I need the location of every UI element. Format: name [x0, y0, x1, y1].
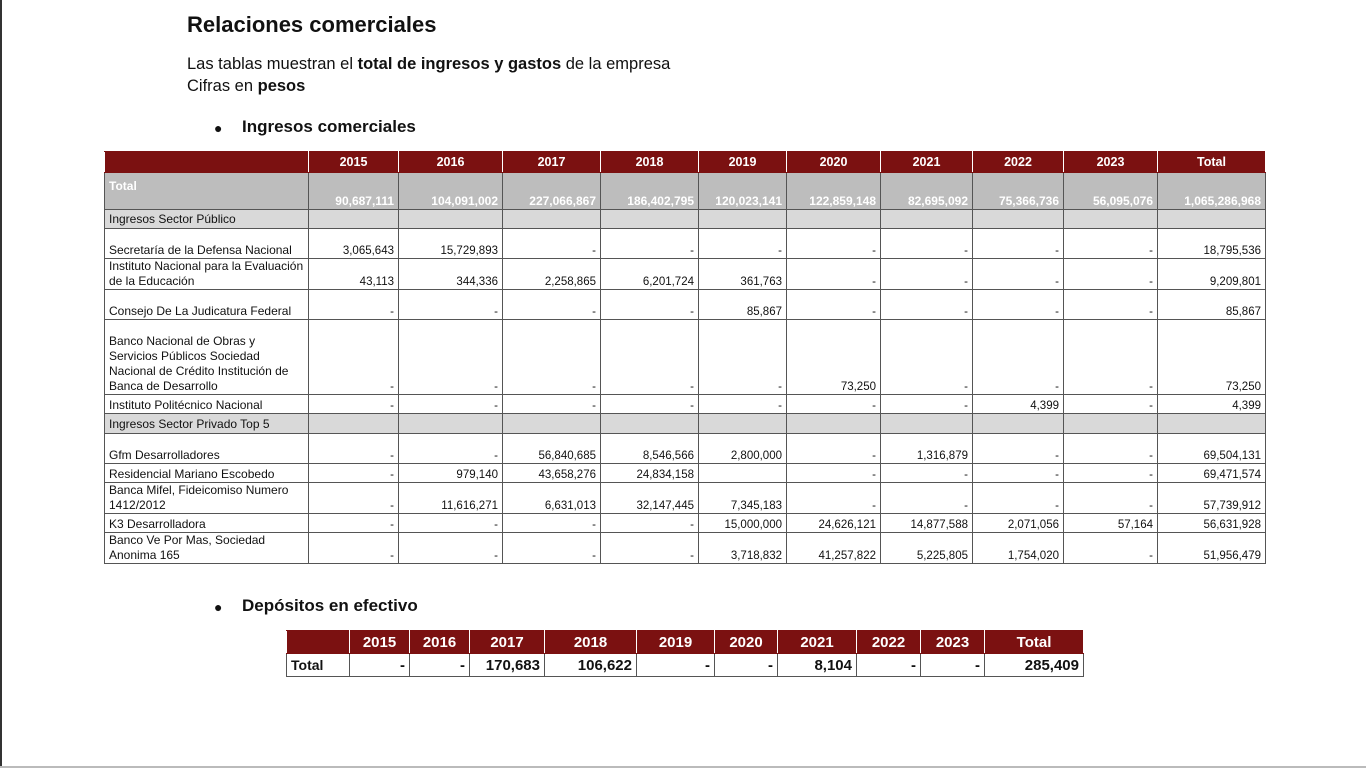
table-row: [105, 290, 1266, 320]
section-empty-cell: [1064, 210, 1158, 229]
bullet-icon: ●: [214, 119, 223, 136]
row-value: -: [309, 290, 399, 320]
table-row: [105, 320, 1266, 395]
total-label: Total: [287, 654, 350, 677]
row-value: 57,164: [1064, 514, 1158, 533]
row-value: -: [881, 229, 973, 259]
row-value: 85,867: [1158, 290, 1266, 320]
row-value: 15,729,893: [399, 229, 503, 259]
row-value: 9,209,801: [1158, 259, 1266, 290]
header-cell-2016: 2016: [410, 631, 470, 654]
intro-line-2: [187, 75, 670, 97]
row-value: -: [787, 483, 881, 514]
total-value: 227,066,867: [503, 173, 601, 210]
row-value: 2,800,000: [699, 434, 787, 464]
header-cell-2023: 2023: [921, 631, 985, 654]
row-value: 4,399: [1158, 395, 1266, 414]
page-left-border: [0, 0, 2, 768]
row-value: 24,626,121: [787, 514, 881, 533]
row-name: Secretaría de la Defensa Nacional: [105, 229, 309, 259]
header-cell-2021: 2021: [778, 631, 857, 654]
depositos-heading: [214, 596, 418, 616]
depositos-header-row: [287, 631, 1084, 654]
intro-line-1: [187, 53, 670, 75]
row-value: -: [973, 464, 1064, 483]
table-row: [105, 259, 1266, 290]
section-row: [105, 414, 1266, 434]
row-value: -: [309, 483, 399, 514]
row-value: 344,336: [399, 259, 503, 290]
section-empty-cell: [309, 210, 399, 229]
row-value: -: [881, 483, 973, 514]
total-value: 186,402,795: [601, 173, 699, 210]
row-name: Gfm Desarrolladores: [105, 434, 309, 464]
row-value: -: [503, 320, 601, 395]
row-value: 18,795,536: [1158, 229, 1266, 259]
row-name: Banco Ve Por Mas, Sociedad Anonima 165: [105, 533, 309, 564]
ingresos-heading-text: Ingresos comerciales: [242, 117, 416, 136]
section-empty-cell: [601, 210, 699, 229]
total-value: -: [410, 654, 470, 677]
total-value: 90,687,111: [309, 173, 399, 210]
row-value: 4,399: [973, 395, 1064, 414]
row-value: 43,113: [309, 259, 399, 290]
row-value: -: [973, 259, 1064, 290]
table-row: [105, 533, 1266, 564]
total-value: -: [715, 654, 778, 677]
total-value: 8,104: [778, 654, 857, 677]
total-value: -: [350, 654, 410, 677]
row-value: -: [503, 514, 601, 533]
total-value: 1,065,286,968: [1158, 173, 1266, 210]
header-cell-2022: 2022: [973, 152, 1064, 173]
row-value: 2,071,056: [973, 514, 1064, 533]
total-value: 56,095,076: [1064, 173, 1158, 210]
header-cell-2022: 2022: [857, 631, 921, 654]
row-value: [699, 464, 787, 483]
row-value: -: [881, 395, 973, 414]
row-value: -: [881, 320, 973, 395]
row-name: Instituto Nacional para la Evaluación de la Educación: [105, 259, 309, 290]
total-value: 82,695,092: [881, 173, 973, 210]
row-value: -: [1064, 259, 1158, 290]
total-value: 104,091,002: [399, 173, 503, 210]
header-cell-2018: 2018: [601, 152, 699, 173]
ingresos-header-row: [105, 152, 1266, 173]
row-value: -: [787, 259, 881, 290]
table-row: [105, 434, 1266, 464]
row-value: -: [399, 533, 503, 564]
intro-line-2-pre: Cifras en: [187, 77, 258, 95]
row-value: 57,739,912: [1158, 483, 1266, 514]
section-empty-cell: [601, 414, 699, 434]
row-value: 6,201,724: [601, 259, 699, 290]
row-value: -: [699, 229, 787, 259]
row-value: 2,258,865: [503, 259, 601, 290]
intro-line-2-bold: pesos: [257, 77, 306, 95]
row-value: 41,257,822: [787, 533, 881, 564]
row-value: 85,867: [699, 290, 787, 320]
row-value: -: [309, 395, 399, 414]
intro-line-1-bold: total de ingresos y gastos: [357, 55, 562, 73]
depositos-table: [286, 630, 1084, 677]
row-value: 56,840,685: [503, 434, 601, 464]
header-cell-2019: 2019: [637, 631, 715, 654]
header-cell-2020: 2020: [715, 631, 778, 654]
section-label: Ingresos Sector Privado Top 5: [105, 414, 309, 434]
row-value: -: [787, 229, 881, 259]
section-empty-cell: [881, 414, 973, 434]
row-value: -: [309, 464, 399, 483]
total-value: 120,023,141: [699, 173, 787, 210]
section-empty-cell: [973, 210, 1064, 229]
total-value: 106,622: [545, 654, 637, 677]
section-empty-cell: [1064, 414, 1158, 434]
row-value: 24,834,158: [601, 464, 699, 483]
row-value: -: [973, 434, 1064, 464]
row-value: -: [1064, 395, 1158, 414]
section-empty-cell: [973, 414, 1064, 434]
row-value: -: [399, 320, 503, 395]
total-value: 285,409: [985, 654, 1084, 677]
row-value: -: [309, 514, 399, 533]
table-row: [105, 483, 1266, 514]
row-value: 32,147,445: [601, 483, 699, 514]
row-value: 69,471,574: [1158, 464, 1266, 483]
header-cell-2015: 2015: [350, 631, 410, 654]
intro-line-1-post: de la empresa: [561, 55, 671, 73]
row-value: 3,065,643: [309, 229, 399, 259]
section-label: Ingresos Sector Público: [105, 210, 309, 229]
row-value: -: [787, 395, 881, 414]
row-value: -: [601, 514, 699, 533]
depositos-total-row: [287, 654, 1084, 677]
section-empty-cell: [399, 414, 503, 434]
row-value: -: [1064, 464, 1158, 483]
row-value: -: [399, 514, 503, 533]
row-value: -: [1064, 229, 1158, 259]
row-name: K3 Desarrolladora: [105, 514, 309, 533]
row-value: -: [1064, 320, 1158, 395]
row-name: Instituto Politécnico Nacional: [105, 395, 309, 414]
row-value: 73,250: [787, 320, 881, 395]
section-empty-cell: [881, 210, 973, 229]
page-title: Relaciones comerciales: [187, 12, 437, 37]
row-value: -: [399, 395, 503, 414]
row-name: Banca Mifel, Fideicomiso Numero 1412/2012: [105, 483, 309, 514]
row-value: -: [699, 320, 787, 395]
row-value: -: [503, 229, 601, 259]
row-value: -: [1064, 434, 1158, 464]
total-value: -: [637, 654, 715, 677]
row-value: -: [1064, 290, 1158, 320]
total-value: 170,683: [470, 654, 545, 677]
row-value: 5,225,805: [881, 533, 973, 564]
header-cell-total: Total: [985, 631, 1084, 654]
row-value: -: [787, 464, 881, 483]
row-value: -: [503, 533, 601, 564]
depositos-heading-text: Depósitos en efectivo: [242, 596, 418, 615]
ingresos-table: [104, 151, 1266, 564]
table-row: [105, 514, 1266, 533]
row-value: 69,504,131: [1158, 434, 1266, 464]
row-name: Consejo De La Judicatura Federal: [105, 290, 309, 320]
row-value: 361,763: [699, 259, 787, 290]
section-empty-cell: [503, 414, 601, 434]
row-value: 11,616,271: [399, 483, 503, 514]
row-value: 43,658,276: [503, 464, 601, 483]
header-cell-blank: [105, 152, 309, 173]
row-value: -: [503, 395, 601, 414]
section-empty-cell: [787, 210, 881, 229]
row-value: -: [1064, 533, 1158, 564]
header-cell-blank: [287, 631, 350, 654]
row-value: -: [601, 395, 699, 414]
row-value: 979,140: [399, 464, 503, 483]
row-value: -: [503, 290, 601, 320]
section-empty-cell: [1158, 414, 1266, 434]
section-empty-cell: [309, 414, 399, 434]
table-row: [105, 464, 1266, 483]
row-value: -: [399, 290, 503, 320]
total-value: -: [921, 654, 985, 677]
row-value: 14,877,588: [881, 514, 973, 533]
row-value: -: [309, 533, 399, 564]
row-value: 73,250: [1158, 320, 1266, 395]
header-cell-2016: 2016: [399, 152, 503, 173]
row-name: Residencial Mariano Escobedo: [105, 464, 309, 483]
row-value: 51,956,479: [1158, 533, 1266, 564]
row-value: 7,345,183: [699, 483, 787, 514]
row-value: -: [973, 229, 1064, 259]
section-row: [105, 210, 1266, 229]
row-name: Banco Nacional de Obras y Servicios Públicos Sociedad Nacional de Crédito Institución de Banca de Desarrollo: [105, 320, 309, 395]
row-value: 1,316,879: [881, 434, 973, 464]
section-empty-cell: [699, 414, 787, 434]
row-value: 15,000,000: [699, 514, 787, 533]
header-cell-2020: 2020: [787, 152, 881, 173]
row-value: -: [399, 434, 503, 464]
total-value: -: [857, 654, 921, 677]
row-value: -: [601, 320, 699, 395]
header-cell-2017: 2017: [470, 631, 545, 654]
row-value: -: [881, 464, 973, 483]
section-empty-cell: [787, 414, 881, 434]
header-cell-2017: 2017: [503, 152, 601, 173]
ingresos-heading: [214, 117, 416, 137]
header-cell-2015: 2015: [309, 152, 399, 173]
row-value: -: [973, 483, 1064, 514]
section-empty-cell: [503, 210, 601, 229]
section-empty-cell: [699, 210, 787, 229]
header-cell-2021: 2021: [881, 152, 973, 173]
row-value: -: [787, 434, 881, 464]
header-cell-2018: 2018: [545, 631, 637, 654]
row-value: -: [699, 395, 787, 414]
row-value: -: [973, 290, 1064, 320]
ingresos-total-row: [105, 173, 1266, 210]
row-value: -: [309, 434, 399, 464]
table-row: [105, 229, 1266, 259]
row-value: -: [601, 533, 699, 564]
total-label: Total: [105, 173, 309, 210]
row-value: -: [787, 290, 881, 320]
row-value: -: [881, 290, 973, 320]
header-cell-2019: 2019: [699, 152, 787, 173]
header-cell-total: Total: [1158, 152, 1266, 173]
section-empty-cell: [399, 210, 503, 229]
total-value: 122,859,148: [787, 173, 881, 210]
bullet-icon: ●: [214, 598, 223, 615]
total-value: 75,366,736: [973, 173, 1064, 210]
intro-line-1-pre: Las tablas muestran el: [187, 55, 358, 73]
row-value: 3,718,832: [699, 533, 787, 564]
row-value: 1,754,020: [973, 533, 1064, 564]
intro-text: [187, 53, 670, 97]
row-value: 6,631,013: [503, 483, 601, 514]
row-value: -: [309, 320, 399, 395]
row-value: -: [601, 290, 699, 320]
section-empty-cell: [1158, 210, 1266, 229]
row-value: 56,631,928: [1158, 514, 1266, 533]
header-cell-2023: 2023: [1064, 152, 1158, 173]
row-value: 8,546,566: [601, 434, 699, 464]
row-value: -: [601, 229, 699, 259]
row-value: -: [973, 320, 1064, 395]
table-row: [105, 395, 1266, 414]
row-value: -: [1064, 483, 1158, 514]
row-value: -: [881, 259, 973, 290]
